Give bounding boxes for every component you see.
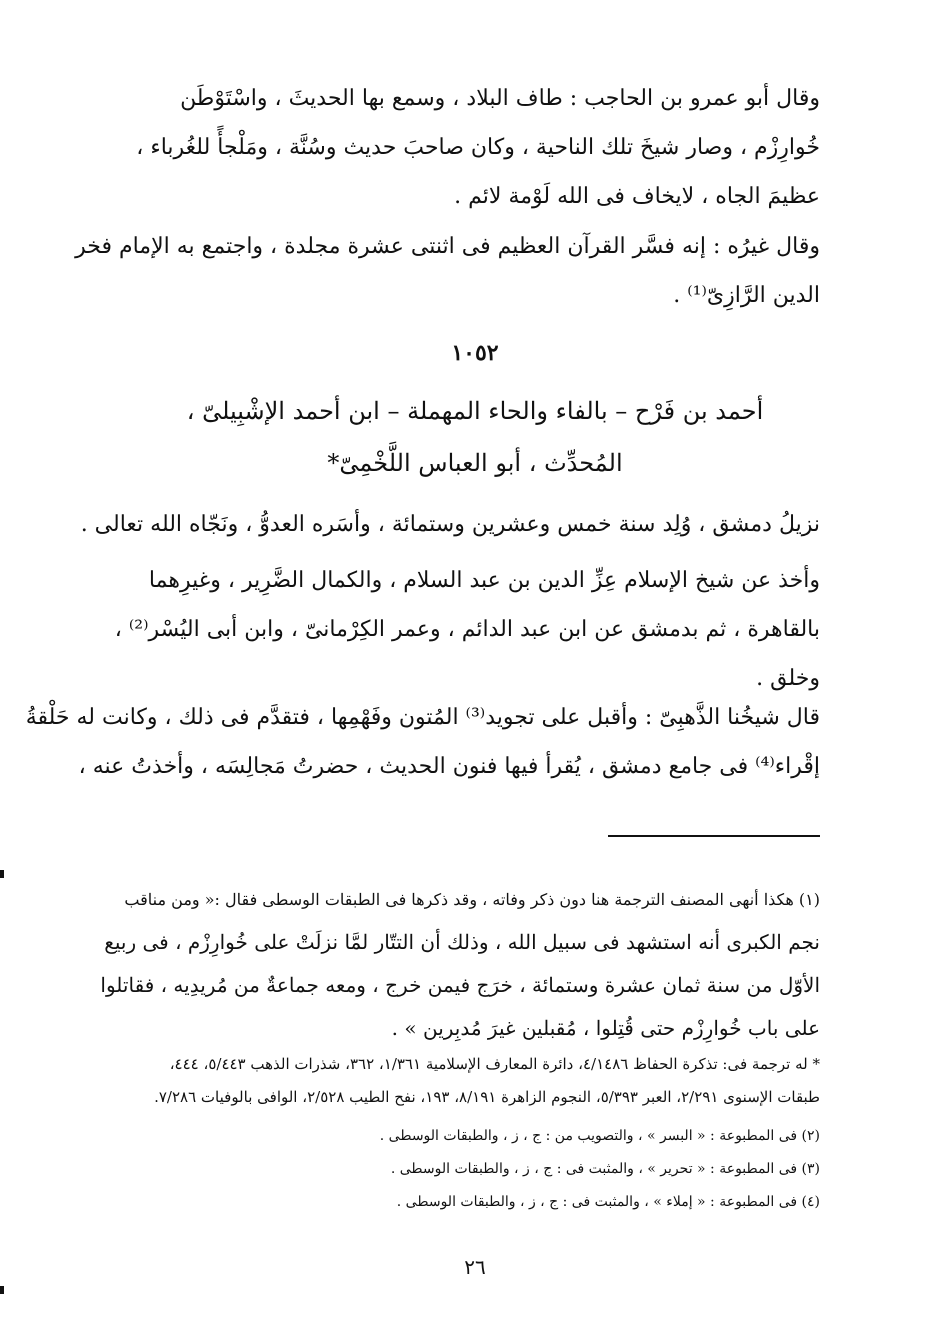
text-line: وقال أبو عمرو بن الحاجب : طاف البلاد ، وسمع بها الحديثَ ، واسْتَوْطَن: [180, 86, 820, 111]
paragraph-teachers: [95, 556, 820, 703]
paragraph-ibn-al-hajib: [95, 74, 820, 221]
text-line: قال شيخُنا الذَّهبِىّ : وأقبل على تجويد⁽³⁾ المُتون وفَهْمِها ، فتقدَّم فى ذلك ، وكانت له حَلْقةُ: [25, 705, 820, 730]
footnote-4: (٤) فى المطبوعة : « إملاء » ، والمثبت فى : ج ، ز ، والطبقات الوسطى .: [396, 1194, 820, 1210]
text-line: عظيمَ الجاه ، لايخاف فى الله لَوْمة لائم .: [454, 184, 820, 209]
scan-mark: [0, 1286, 4, 1294]
footnote-line: الأوّل من سنة ثمان عشرة وستمائة ، خرَج فيمن خرج ، ومعه جماعةٌ من مُريدِيه ، فقاتلوا: [100, 973, 820, 997]
footnote-separator: [608, 835, 820, 837]
scan-mark: [0, 870, 4, 878]
paragraph-another-said: [75, 222, 820, 320]
entry-heading-line2: المُحدِّث ، أبو العباس اللَّخْمِىّ*: [327, 449, 623, 477]
text-line: وقال غيرُه : إنه فسَّر القرآن العظيم فى اثنتى عشرة مجلدة ، واجتمع به الإمام فخر: [75, 234, 820, 259]
text-line: خُوارِزْم ، وصار شيخَ تلك الناحية ، وكان صاحبَ حديث وسُنَّة ، ومَلْجأً للغُرباء ،: [136, 135, 820, 160]
paragraph-dhahabi: [25, 693, 820, 791]
footnote-1: [95, 878, 820, 1050]
entry-number: ١٠٥٢: [451, 340, 499, 366]
paragraph-residence: [80, 500, 820, 549]
text-line: وخلق .: [756, 666, 820, 691]
text-line: بالقاهرة ، ثم بدمشق عن ابن عبد الدائم ، وعمر الكِرْمانىّ ، وابن أبى اليُسْر⁽²⁾ ،: [114, 617, 820, 642]
page-number: ٢٦: [464, 1255, 486, 1279]
footnote-star-sources: [95, 1048, 820, 1114]
text-line: وأخذ عن شيخ الإسلام عِزِّ الدين بن عبد السلام ، والكمال الضَّرِير ، وغيرِهما: [148, 568, 820, 593]
footnote-2: (٢) فى المطبوعة : « البسر » ، والتصويب من : ج ، ز ، والطبقات الوسطى .: [379, 1128, 820, 1144]
footnote-line: (١) هكذا أنهى المصنف الترجمة هنا دون ذكر وفاته ، وقد ذكرها فى الطبقات الوسطى فقال :« ومن مناقب: [124, 890, 820, 909]
footnote-line: * له ترجمة فى: تذكرة الحفاظ ٤/١٤٨٦، دائرة المعارف الإسلامية ١/٣٦١، ٣٦٢، شذرات الذهب ٥/٤٤٣، ٤٤٤،: [169, 1055, 820, 1073]
text-line: إقْراء⁽⁴⁾ فى جامع دمشق ، يُقرأ فيها فنون الحديث ، حضرتُ مَجالِسَه ، وأخذتُ عنه ،: [78, 754, 820, 779]
footnote-3: (٣) فى المطبوعة : « تحرير » ، والمثبت فى : ج ، ز ، والطبقات الوسطى .: [390, 1161, 820, 1177]
footnote-line: طبقات الإسنوى ٢/٢٩١، العبر ٥/٣٩٣، النجوم الزاهرة ٨/١٩١، ١٩٣، نفح الطيب ٢/٥٢٨، الوافى بالوفيات ٧/٢٨٦.: [154, 1088, 820, 1106]
footnotes-variants: [95, 1120, 820, 1219]
text-line: نزيلُ دمشق ، وُلِد سنة خمس وعشرين وستمائة ، وأسَره العدوُّ ، ونَجّاه الله تعالى .: [80, 512, 820, 537]
entry-heading-line1: أحمد بن فَرْح – بالفاء والحاء المهملة – ابن أحمد الإشْبِيلىّ ،: [186, 397, 764, 425]
text-line: الدين الرَّازِىّ⁽¹⁾ .: [673, 283, 820, 308]
footnote-line: نجم الكبرى أنه استشهد فى سبيل الله ، وذلك أن التتّار لمَّا نزلَتْ على خُوارِزْم ، فى ربيع: [104, 930, 820, 954]
footnote-line: على باب خُوارِزْم حتى قُتِلوا ، مُقبلين غيرَ مُدبِرين » .: [391, 1016, 820, 1040]
